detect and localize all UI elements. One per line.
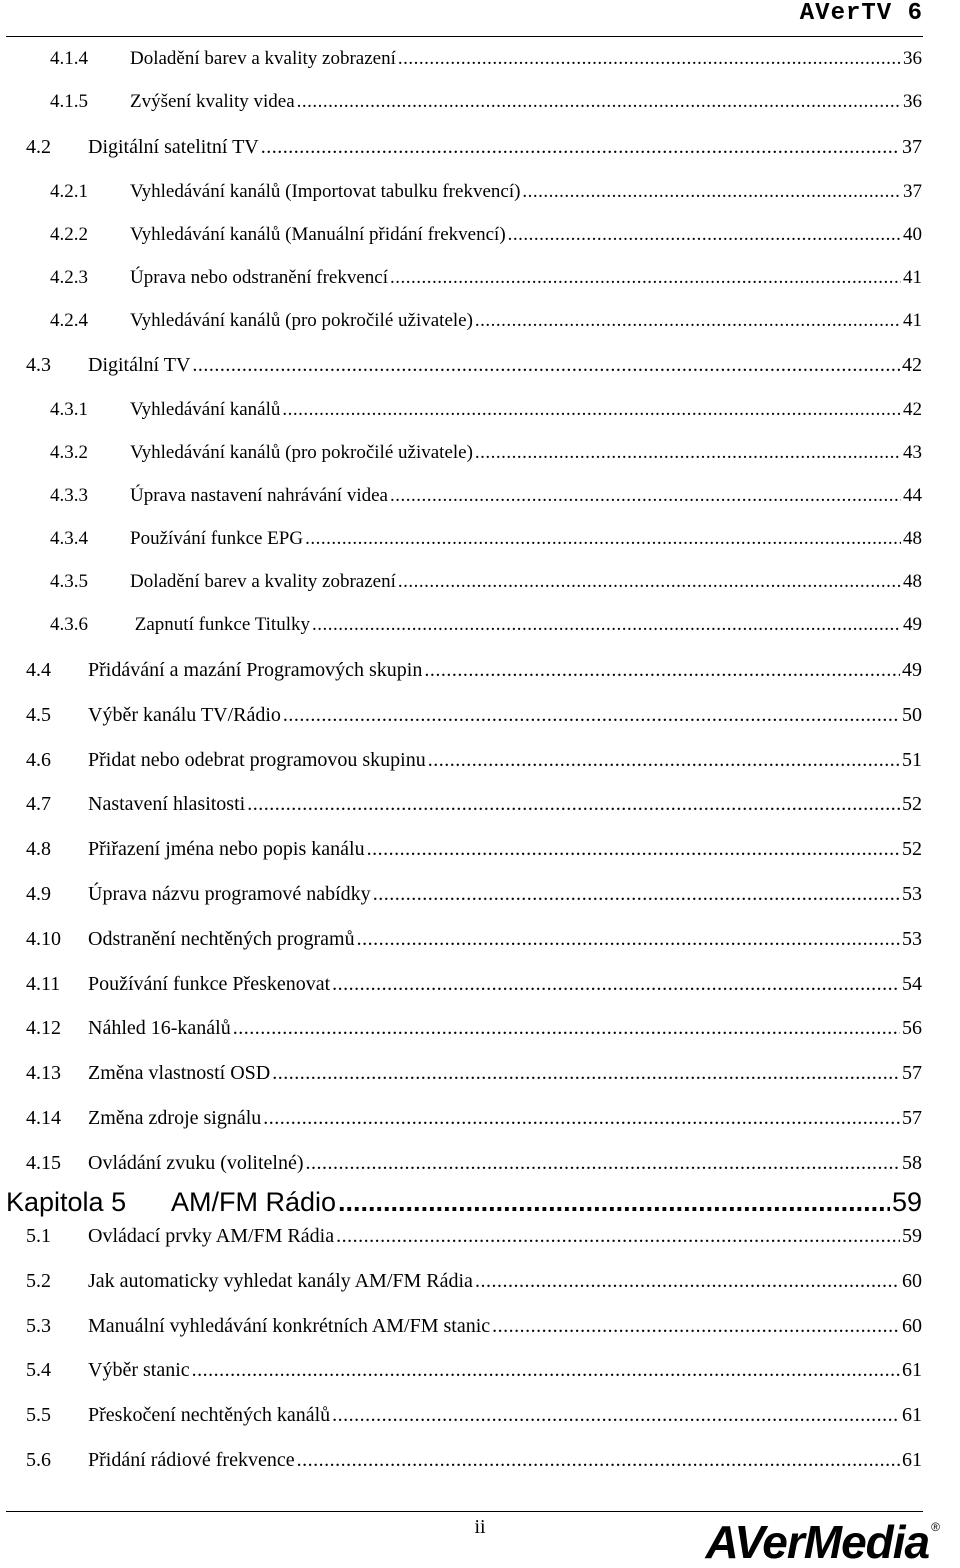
toc-entry-page: 58 [902,1151,922,1174]
toc-entry[interactable] [26,571,922,593]
toc-leader-dots [336,1225,900,1248]
toc-entry-title: Ovládací prvky AM/FM Rádia [88,1225,335,1247]
toc-entry-page: 43 [903,442,922,464]
toc-entry-number: 5.1 [26,1225,51,1247]
toc-leader-dots [390,485,901,507]
toc-entry-page: 44 [903,485,922,507]
toc-leader-dots [297,1449,900,1472]
toc-entry-page: 53 [902,883,922,905]
toc-entry-title: Používání funkce Přeskenovat [88,972,331,995]
toc-entry-number: 4.3.2 [50,442,88,464]
toc-entry[interactable] [26,485,922,507]
toc-entry-number: 4.2.2 [50,223,88,245]
toc-leader-dots [424,659,900,682]
toc-entry[interactable] [26,749,922,772]
toc-entry-title: Používání funkce EPG [130,528,304,550]
toc-entry-page: 36 [903,48,922,69]
toc-entry-title: Přidávání a mazání Programových skupin [88,659,423,681]
toc-entry-title: Doladění barev a kvality zobrazení [130,571,396,593]
toc-leader-dots [192,1359,900,1382]
toc-entry-page: 40 [903,223,922,245]
toc-entry-number: 4.5 [26,703,51,726]
toc-entry[interactable] [26,704,922,727]
toc-leader-dots [306,1152,901,1175]
toc-entry-number: 4.12 [26,1017,61,1040]
toc-entry[interactable] [26,883,922,906]
toc-entry-number: 4.14 [26,1107,61,1129]
toc-entry[interactable] [26,1359,922,1382]
toc-entry-title: Jak automaticky vyhledat kanály AM/FM Rádia [88,1269,473,1292]
toc-leader-dots [247,793,900,816]
toc-entry[interactable] [26,224,922,246]
toc-entry[interactable] [26,973,922,996]
toc-entry-number: 4.2.3 [50,266,88,288]
toc-entry-number: 4.2.4 [50,309,88,331]
toc-entry-title: Přiřazení jména nebo popis kanálu [88,838,365,861]
chapter-title: AM/FM Rádio [171,1187,337,1217]
toc-leader-dots [373,883,900,906]
toc-leader-dots [522,181,901,203]
toc-entry-page: 49 [903,614,922,636]
toc-entry-page: 37 [903,180,922,202]
toc-entry-page: 61 [902,1404,922,1427]
toc-entry[interactable] [26,399,922,421]
toc-entry-number: 5.3 [26,1314,51,1337]
toc-entry[interactable] [26,1062,922,1085]
toc-chapter-entry[interactable] [6,1187,922,1218]
toc-entry-number: 4.8 [26,838,51,861]
logo-text: AVerMedia [705,1516,930,1568]
toc-entry-title: Doladění barev a kvality zobrazení [130,48,396,69]
chapter-page: 59 [891,1187,922,1217]
toc-leader-dots [492,1315,900,1338]
toc-entry-page: 54 [902,972,922,995]
toc-entry-title: Odstranění nechtěných programů [88,927,355,950]
toc-entry-page: 48 [903,571,922,593]
toc-entry-number: 4.13 [26,1062,61,1085]
toc-entry-page: 52 [902,838,922,861]
toc-entry-number: 4.11 [26,972,61,995]
toc-entry[interactable] [26,1270,922,1293]
toc-entry-page: 61 [902,1449,922,1471]
toc-entry-title: Změna zdroje signálu [88,1107,262,1129]
toc-leader-dots [475,442,901,464]
toc-entry-number: 4.3 [26,354,51,377]
toc-entry-number: 4.10 [26,927,61,950]
footer-rule [6,1511,923,1512]
toc-entry-page: 50 [902,703,922,726]
toc-entry-number: 4.3.4 [50,528,88,550]
toc-entry-page: 60 [902,1314,922,1337]
toc-entry[interactable] [26,1017,922,1040]
toc-leader-dots [390,267,901,289]
toc-entry-page: 49 [902,659,922,681]
toc-entry[interactable] [26,659,922,682]
toc-leader-dots [233,1017,900,1040]
toc-entry-number: 4.6 [26,748,51,771]
toc-entry-title: Digitální satelitní TV [88,135,259,158]
toc-entry-number: 4.7 [26,793,51,816]
toc-entry-number: 4.9 [26,883,51,905]
toc-entry-title: Zapnutí funkce Titulky [130,614,310,636]
toc-entry[interactable] [26,1152,922,1175]
toc-entry[interactable] [26,838,922,861]
toc-leader-dots [398,48,901,70]
toc-entry-number: 4.3.3 [50,485,88,507]
toc-entry-page: 36 [903,91,922,112]
toc-leader-dots [508,224,901,246]
toc-leader-dots [263,1107,900,1130]
toc-entry[interactable] [26,528,922,550]
page-number: ii [474,1516,486,1538]
toc-entry-number: 4.3.5 [50,571,88,593]
toc-leader-dots [272,1062,900,1085]
toc-entry-number: 4.2 [26,135,51,158]
toc-entry-title: Výběr stanic [88,1359,190,1382]
toc-entry[interactable] [26,354,922,377]
toc-entry-number: 5.4 [26,1359,51,1382]
toc-entry-number: 4.1.4 [50,48,88,69]
toc-leader-dots [282,399,901,421]
toc-entry-page: 42 [902,354,922,377]
toc-leader-dots [261,136,900,159]
toc-entry-number: 4.1.5 [50,91,88,112]
toc-leader-dots [338,1187,890,1218]
toc-entry-title: Nastavení hlasitosti [88,793,246,816]
toc-entry[interactable] [26,136,922,159]
toc-leader-dots [367,838,900,861]
toc-leader-dots [332,1404,900,1427]
toc-entry[interactable] [26,1107,922,1130]
avermedia-logo [705,1516,940,1568]
toc-leader-dots [297,91,901,113]
toc-entry[interactable] [26,614,922,636]
toc-entry-title: Manuální vyhledávání konkrétních AM/FM stanic [88,1314,491,1337]
toc-entry[interactable] [26,48,922,70]
toc-entry-number: 4.15 [26,1151,61,1174]
toc-entry-title: Vyhledávání kanálů (pro pokročilé uživatele) [130,309,473,331]
header-rule [6,36,923,37]
toc-entry-page: 37 [902,135,922,158]
toc-entry[interactable] [26,91,922,113]
toc-entry-page: 61 [902,1359,922,1382]
toc-entry-page: 48 [903,528,922,550]
toc-leader-dots [283,704,900,727]
toc-entry-title: Vyhledávání kanálů (pro pokročilé uživatele) [130,442,473,464]
toc-entry-number: 5.5 [26,1404,51,1427]
toc-leader-dots [312,614,901,636]
toc-entry[interactable] [26,1449,922,1472]
toc-leader-dots [475,1270,900,1293]
toc-entry-title: Výběr kanálu TV/Rádio [88,703,281,726]
toc-entry[interactable] [26,793,922,816]
toc-entry[interactable] [26,1404,922,1427]
toc-entry[interactable] [26,310,922,332]
toc-entry-number: 4.3.1 [50,399,88,421]
toc-entry-page: 52 [902,793,922,816]
toc-entry-title: Přidat nebo odebrat programovou skupinu [88,748,426,771]
chapter-number: Kapitola 5 [6,1187,127,1217]
toc-entry[interactable] [26,928,922,951]
toc-entry-page: 42 [903,399,922,421]
toc-entry[interactable] [26,1315,922,1338]
toc-leader-dots [192,354,900,377]
toc-entry-title: Digitální TV [88,354,191,377]
toc-leader-dots [475,310,901,332]
toc-leader-dots [428,749,900,772]
toc-entry-number: 4.4 [26,659,51,681]
toc-entry-page: 57 [902,1107,922,1129]
toc-entry-title: Změna vlastností OSD [88,1062,271,1085]
registered-mark: ® [931,1520,940,1534]
toc-entry-title: Přeskočení nechtěných kanálů [88,1404,331,1427]
toc-entry[interactable] [26,1225,922,1248]
toc-entry-title: Vyhledávání kanálů [130,399,281,421]
toc-entry-number: 4.3.6 [50,614,88,636]
toc-leader-dots [398,571,901,593]
toc-entry-number: 4.2.1 [50,180,88,202]
toc-entry-page: 53 [902,927,922,950]
toc-entry[interactable] [26,181,922,203]
toc-entry-title: Náhled 16-kanálů [88,1017,231,1040]
toc-entry-title: Vyhledávání kanálů (Manuální přidání frekvencí) [130,223,506,245]
toc-entry-title: Ovládání zvuku (volitelné) [88,1151,304,1174]
toc-entry[interactable] [26,267,922,289]
toc-entry-page: 41 [903,266,922,288]
toc-entry-number: 5.2 [26,1269,51,1292]
toc-leader-dots [357,928,900,951]
toc-entry-title: Úprava nastavení nahrávání videa [130,485,388,507]
toc-entry-page: 57 [902,1062,922,1085]
toc-entry-title: Vyhledávání kanálů (Importovat tabulku frekvencí) [130,180,521,202]
toc-entry-page: 41 [903,309,922,331]
toc-entry-title: Úprava názvu programové nabídky [88,883,371,905]
toc-entry-number: 5.6 [26,1449,51,1471]
toc-entry-page: 51 [902,748,922,771]
toc-entry-page: 59 [902,1225,922,1247]
toc-leader-dots [305,528,901,550]
header-title: AVerTV 6 [799,0,923,27]
toc-entry-page: 56 [902,1017,922,1040]
toc-entry-title: Zvýšení kvality videa [130,91,295,112]
toc-entry-title: Přidání rádiové frekvence [88,1449,295,1471]
toc-entry[interactable] [26,442,922,464]
toc-entry-title: Úprava nebo odstranění frekvencí [130,266,388,288]
toc-leader-dots [332,973,900,996]
toc-entry-page: 60 [902,1269,922,1292]
